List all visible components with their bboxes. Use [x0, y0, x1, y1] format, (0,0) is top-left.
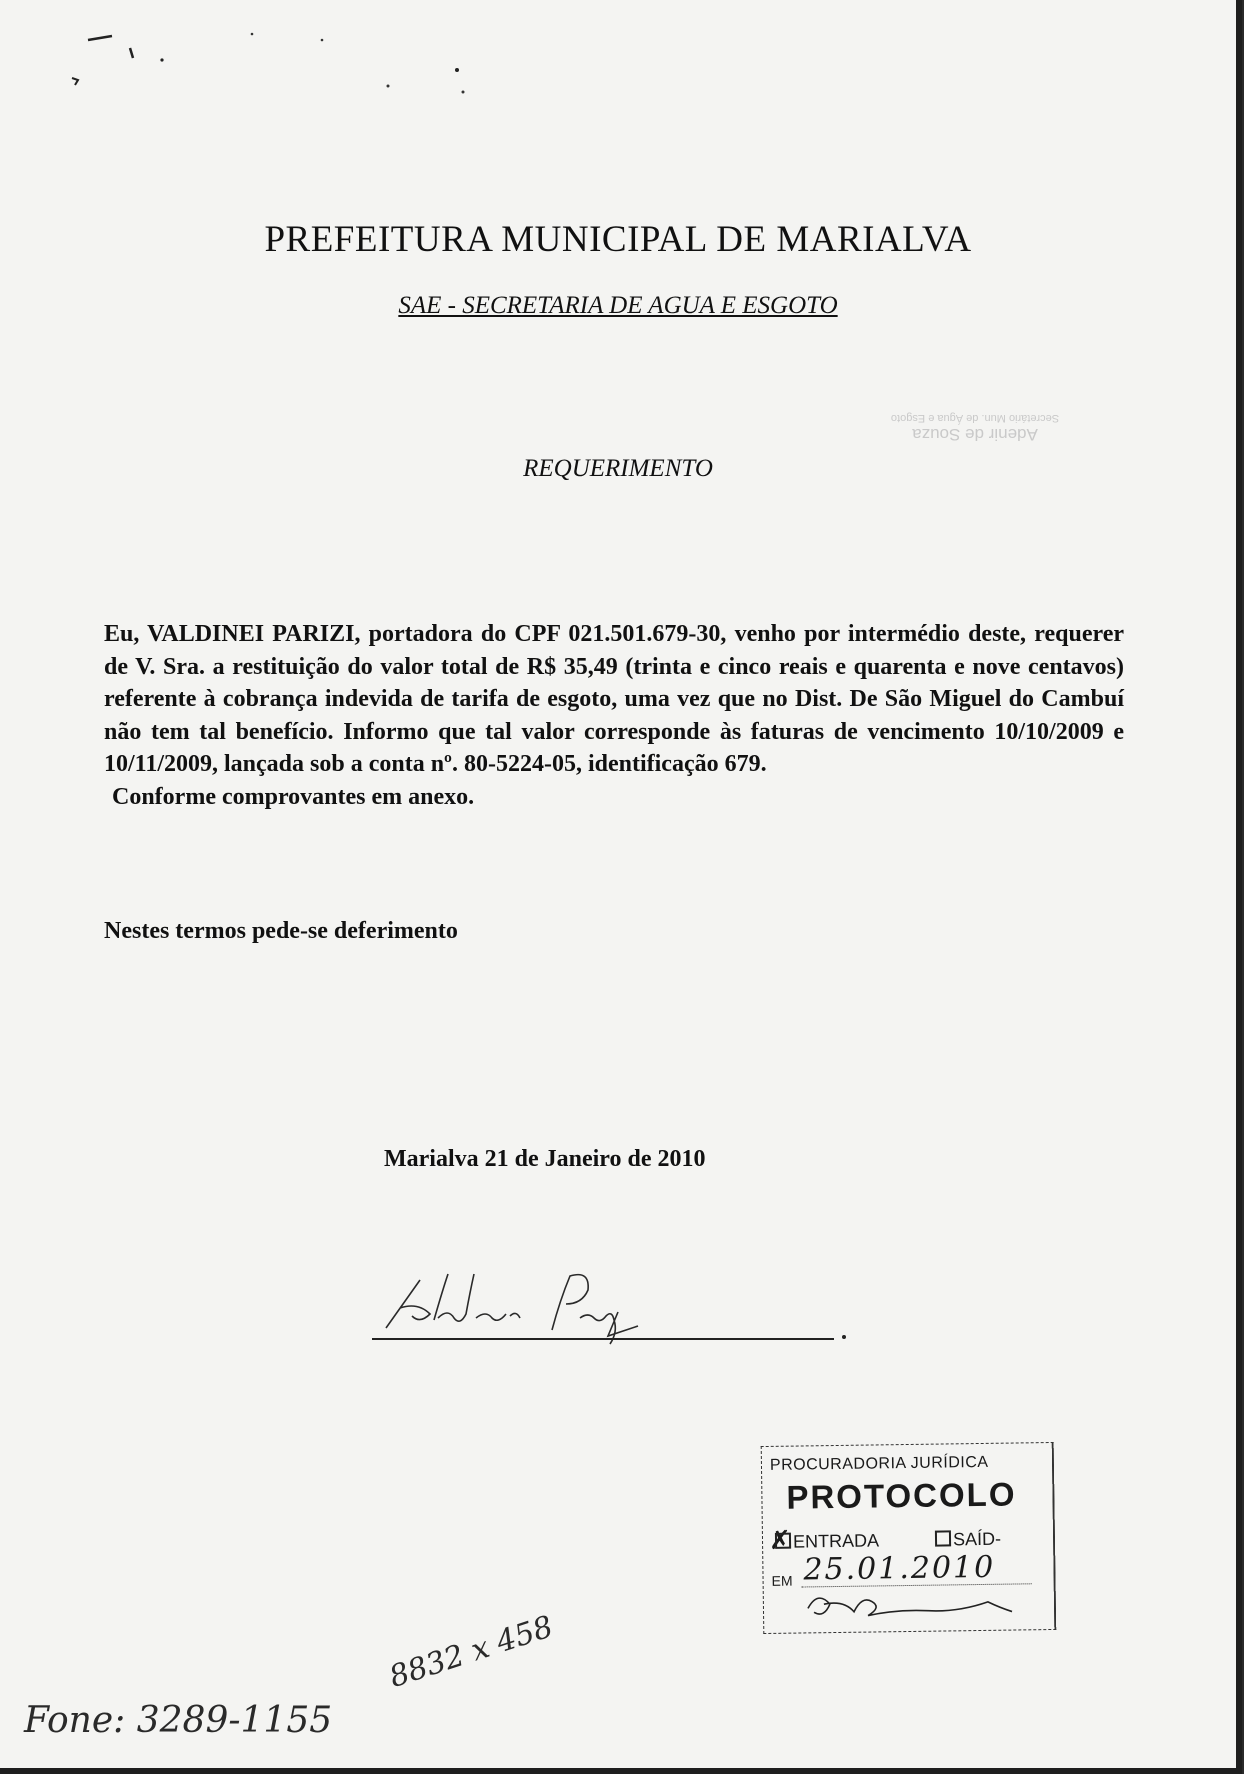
em-label: EM [771, 1572, 793, 1589]
handwritten-phone: Fone: 3289-1155 [24, 1700, 333, 1741]
entrada-checkbox-icon [775, 1533, 791, 1549]
protocol-rubric [804, 1583, 1045, 1626]
document-heading: REQUERIMENTO [523, 455, 713, 482]
department-subtitle: SAE - SECRETARIA DE AGUA E ESGOTO [398, 292, 838, 319]
scan-specks [0, 0, 1236, 140]
protocol-date: 25.01.2010 [803, 1549, 996, 1588]
signature-line [372, 1338, 834, 1340]
place-date: Marialva 21 de Janeiro de 2010 [384, 1146, 706, 1172]
protocol-org: PROCURADORIA JURÍDICA [769, 1453, 989, 1474]
saida-checkbox-icon [935, 1530, 951, 1546]
entrada-checkmark-icon: ✗ [768, 1525, 792, 1556]
protocol-title: PROTOCOLO [786, 1475, 1017, 1516]
saida-option [935, 1529, 1001, 1551]
request-body [104, 618, 1124, 813]
entrada-label: ENTRADA [792, 1530, 880, 1552]
faint-stamp-name: Adenir de Souza [912, 425, 1038, 444]
page-title: PREFEITURA MUNICIPAL DE MARIALVA [264, 219, 972, 260]
handwritten-number: 8832 x 458 [385, 1609, 558, 1695]
saida-label: SAÍD- [952, 1528, 1002, 1550]
protocol-stamp [761, 1442, 1057, 1634]
faint-stamp-role: Secretário Mun. de Água e Esgoto [890, 412, 1060, 424]
entrada-option [775, 1530, 879, 1552]
handwritten-signature [380, 1268, 680, 1348]
attachment-note: Conforme comprovantes em anexo. [112, 783, 475, 810]
request-paragraph: Eu, VALDINEI PARIZI, portadora do CPF 021.501.679-30, venho por intermédio deste, requerer de V. Sra. a restituição do valor total de R$ 35,49 (trinta e cinco reais e quarenta e nove centavos) referente à cobrança indevida de tarifa de esgoto, uma vez que no Dist. De São Miguel do Cambuí não tem tal benefício. Informo que tal valor corresponde às faturas de vencimento 10/10/2009 e 10/11/2009, lançada sob a conta nº. 80-5224-05, identificação 679. [104, 621, 1124, 777]
faint-stamp-bleedthrough [860, 412, 1090, 444]
closing-line: Nestes termos pede-se deferimento [104, 918, 458, 944]
signature-line-dot [842, 1335, 846, 1339]
